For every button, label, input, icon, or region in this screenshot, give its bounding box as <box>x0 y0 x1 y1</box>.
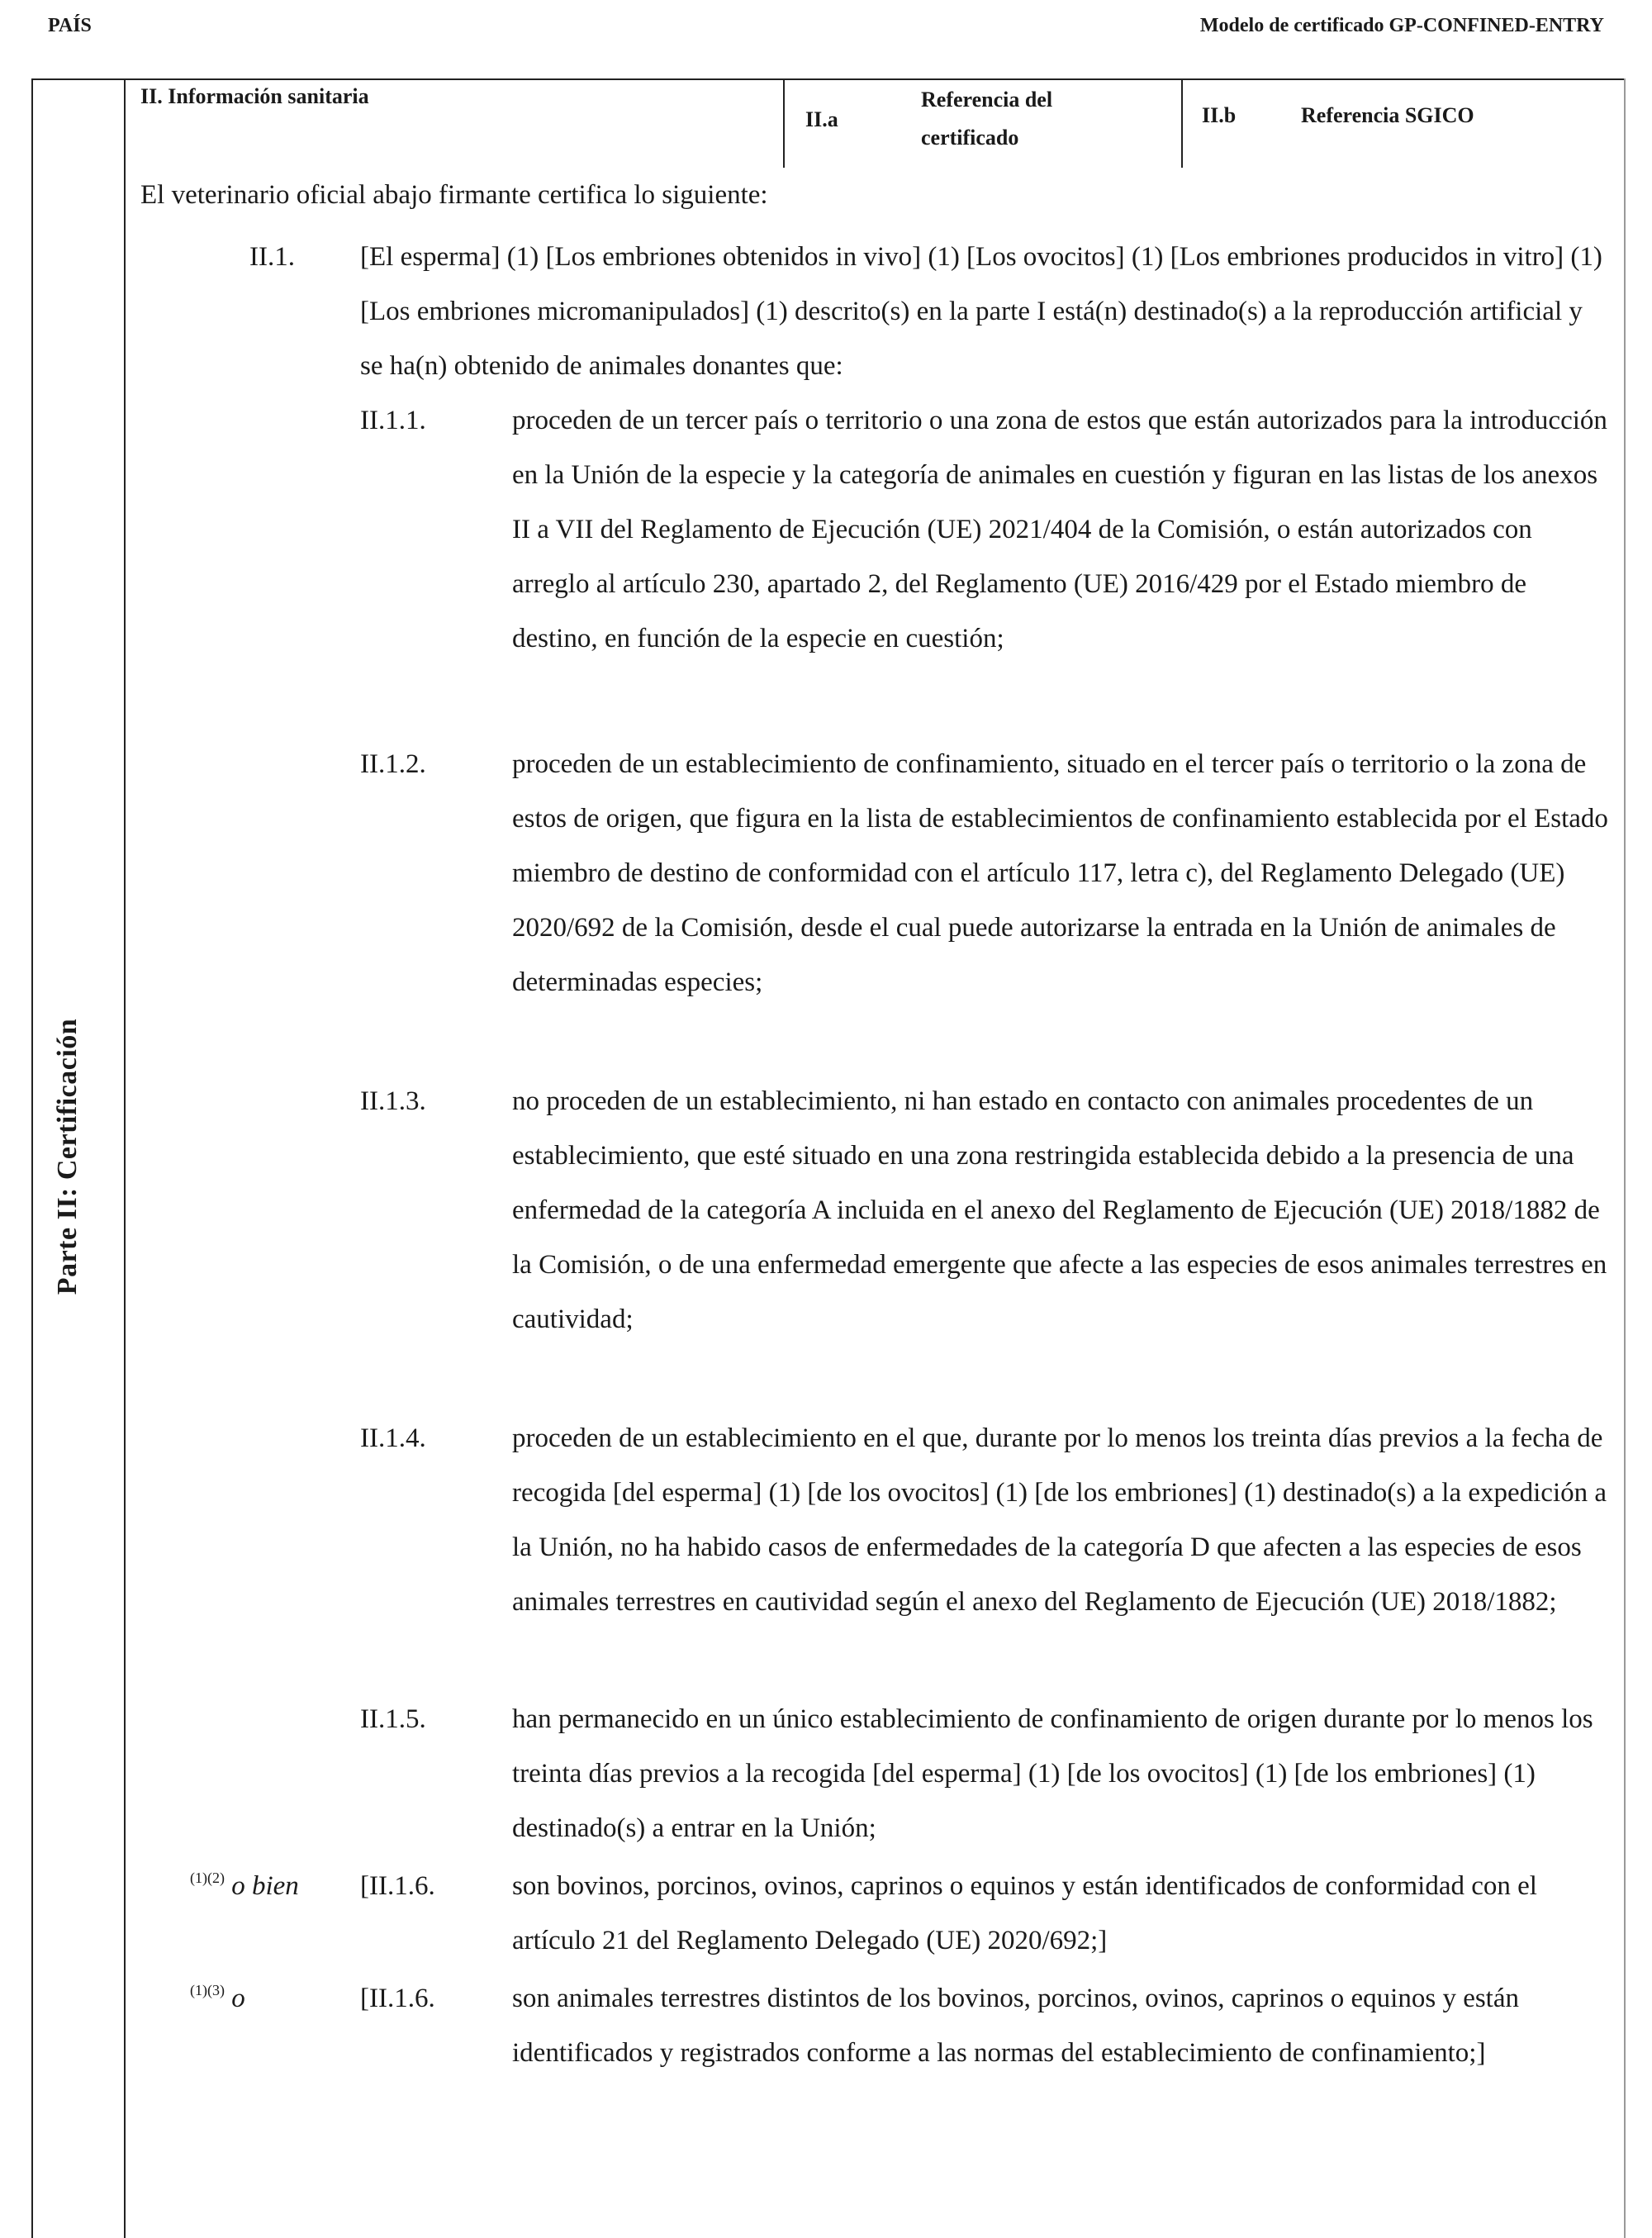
iib-code: II.b <box>1202 103 1237 127</box>
clause-number: [II.1.6. <box>360 1871 435 1901</box>
clause-number: [II.1.6. <box>360 1984 435 2013</box>
clause-number: II.1. <box>249 242 295 272</box>
clause-number: II.1.1. <box>360 406 426 435</box>
clause-text: proceden de un establecimiento en el que, durante por lo menos los treinta días previos a la fecha de recogida [del esperma] (1) [de los ovocitos] (1) [de los embriones] (1) destinado(s) a la expedición a la Unión, no ha habido casos de enfermedades de la categoría D que afecten a las especies de esos animales terrestres en cautividad según el anexo del Reglamento de Ejecución (UE) 2018/1882; <box>512 1423 1607 1617</box>
part-sidebar-label: Parte II: Certificación <box>52 1018 83 1295</box>
clause-text: proceden de un tercer país o territorio o una zona de estos que están autorizados para la introducción en la Unión de la especie y la categoría de animales en cuestión y figuran en las listas de los anexos II a VII del Reglamento de Ejecución (UE) 2021/404 de la Comisión, o están autorizados con arreglo al artículo 230, apartado 2, del Reglamento (UE) 2016/429 por el Estado miembro de destino, en función de la especie en cuestión; <box>512 406 1607 653</box>
option-prefix <box>190 1859 299 1913</box>
clause-text: han permanecido en un único establecimiento de confinamiento de origen durante por lo menos los treinta días previos a la recogida [del esperma] (1) [de los ovocitos] (1) [de los embriones] (1) destinado(s) a entrar en la Unión; <box>512 1704 1593 1843</box>
option-prefix <box>190 1971 245 2026</box>
clause-number: II.1.4. <box>360 1423 426 1453</box>
frame-left-border <box>31 78 33 2238</box>
iia-label: Referencia del certificado <box>921 88 1053 150</box>
frame-right-border <box>1624 78 1626 2238</box>
frame-sidebar-divider <box>124 78 126 2238</box>
clause-number: II.1.3. <box>360 1086 426 1116</box>
clause-text: proceden de un establecimiento de confinamiento, situado en el tercer país o territorio o la zona de estos de origen, que figura en la lista de establecimientos de confinamiento establecida por el Estado miembro de destino de conformidad con el artículo 117, letra c), del Reglamento Delegado (UE) 2020/692 de la Comisión, desde el cual puede autorizarse la entrada en la Unión de animales de determinadas especies; <box>512 749 1608 997</box>
footnote-ref: (1)(2) <box>190 1870 225 1886</box>
intro-statement: El veterinario oficial abajo firmante certifica lo siguiente: <box>140 180 768 210</box>
header-divider <box>783 78 785 168</box>
option-word: o <box>231 1984 245 2013</box>
clause-text: son animales terrestres distintos de los bovinos, porcinos, ovinos, caprinos o equinos y están identificados y registrados conforme a las normas del establecimiento de confinamiento;] <box>512 1984 1520 2068</box>
clause-number: II.1.5. <box>360 1704 426 1734</box>
country-label: PAÍS <box>48 15 92 36</box>
iia-code: II.a <box>805 107 838 131</box>
clause-text: no proceden de un establecimiento, ni han estado en contacto con animales procedentes de un establecimiento, que esté situado en una zona restringida establecida debido a la presencia de una enfermedad de la categoría A incluida en el anexo del Reglamento de Ejecución (UE) 2018/1882 de la Comisión, o de una enfermedad emergente que afecte a las especies de esos animales terrestres en cautividad; <box>512 1086 1607 1334</box>
frame-top-border <box>31 78 1626 80</box>
option-word: o bien <box>231 1871 299 1901</box>
clause-number: II.1.2. <box>360 749 426 779</box>
section-title: II. Información sanitaria <box>140 84 369 108</box>
footnote-ref: (1)(3) <box>190 1982 225 1998</box>
clause-text: son bovinos, porcinos, ovinos, caprinos o equinos y están identificados de conformidad con el artículo 21 del Reglamento Delegado (UE) 2020/692;] <box>512 1871 1537 1955</box>
certificate-model-label: Modelo de certificado GP-CONFINED-ENTRY <box>1199 15 1604 36</box>
header-divider <box>1181 78 1183 168</box>
iib-label: Referencia SGICO <box>1301 103 1474 127</box>
clause-text: [El esperma] (1) [Los embriones obtenidos in vivo] (1) [Los ovocitos] (1) [Los embriones producidos in vitro] (1) [Los embriones micromanipulados] (1) descrito(s) en la parte I está(n) destinado(s) a la reproducción artificial y se ha(n) obtenido de animales donantes que: <box>360 242 1602 381</box>
